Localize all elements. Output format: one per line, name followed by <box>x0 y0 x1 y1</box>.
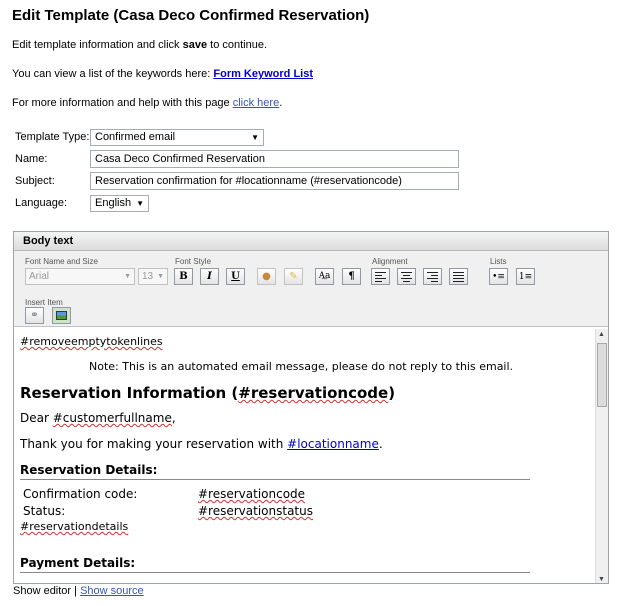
intro-after: to continue. <box>207 39 268 51</box>
body-text-editor <box>13 231 609 584</box>
help-after: . <box>279 97 283 109</box>
dear-prefix: Dear <box>20 411 53 425</box>
keywords-label: You can view a list of the keywords here: <box>12 68 214 80</box>
intro-text <box>12 39 267 51</box>
thanks-suffix: . <box>378 437 383 451</box>
status-value <box>198 504 313 518</box>
italic-button[interactable]: I <box>200 268 219 285</box>
heading-suffix: ) <box>388 384 396 402</box>
link-icon[interactable]: ⚭ <box>25 307 44 324</box>
highlight-icon[interactable]: ✎ <box>284 268 303 285</box>
chevron-down-icon: ▼ <box>124 273 131 280</box>
thanks-line <box>20 437 383 451</box>
font-size-value: 13 <box>142 271 154 282</box>
editor-scrollbar[interactable] <box>595 329 608 584</box>
reservation-info-heading <box>20 384 395 402</box>
insert-image-icon[interactable] <box>52 307 71 324</box>
lists-group-label: Lists <box>490 257 507 266</box>
editor-header: Body text <box>14 232 608 251</box>
help-label: For more information and help with this page <box>12 97 233 109</box>
editor-footer <box>13 585 144 597</box>
chevron-down-icon: ▼ <box>251 133 259 142</box>
remove-empty-token-line <box>20 335 163 348</box>
subject-label: Subject: <box>15 175 55 187</box>
help-text <box>12 97 282 109</box>
dear-line <box>20 411 176 425</box>
show-source-link[interactable]: Show source <box>80 585 144 597</box>
numbered-list-icon[interactable]: 1≡ <box>516 268 535 285</box>
alignment-group-label: Alignment <box>372 257 408 266</box>
remove-empty-token: #removeemptytokenlines <box>20 335 163 348</box>
confirmation-code-label: Confirmation code: <box>23 487 138 501</box>
style-group-label: Font Style <box>175 257 212 266</box>
editor-content[interactable] <box>14 329 596 584</box>
text-color-icon[interactable]: ● <box>257 268 276 285</box>
pilcrow-button[interactable]: ¶ <box>342 268 361 285</box>
intro-before: Edit template information and click <box>12 39 183 51</box>
conf-value-text: #reservationcode <box>198 487 306 501</box>
align-center-icon[interactable] <box>397 268 416 285</box>
underline-button[interactable]: U <box>226 268 245 285</box>
template-type-value: Confirmed email <box>95 131 176 143</box>
template-type-select[interactable] <box>90 129 264 146</box>
align-justify-icon[interactable] <box>449 268 468 285</box>
chevron-down-icon: ▼ <box>136 199 144 208</box>
scrollbar-thumb[interactable] <box>597 343 607 407</box>
intro-bold: save <box>182 39 208 51</box>
subject-input[interactable]: Reservation confirmation for #locationname (#reservationcode) <box>90 172 459 190</box>
chevron-down-icon: ▼ <box>157 273 164 280</box>
language-label: Language: <box>15 197 67 209</box>
confirmation-code-value <box>198 487 305 501</box>
click-here-link[interactable]: click here <box>232 97 280 109</box>
reservation-details-token <box>20 520 128 533</box>
payment-details-heading: Payment Details: <box>20 556 136 570</box>
font-case-icon[interactable]: A͟a <box>315 268 334 285</box>
form-keyword-list-link[interactable]: Form Keyword List <box>213 68 313 80</box>
reservation-details-heading: Reservation Details: <box>20 463 158 477</box>
align-right-icon[interactable] <box>423 268 442 285</box>
details-token-text: #reservationdetails <box>20 520 129 533</box>
dear-suffix: , <box>171 411 176 425</box>
page-title: Edit Template (Casa Deco Confirmed Reservation) <box>12 7 370 24</box>
keywords-text <box>12 68 313 80</box>
template-type-label: Template Type: <box>15 131 90 143</box>
status-label: Status: <box>23 504 66 518</box>
scroll-up-icon[interactable]: ▲ <box>598 331 605 338</box>
bulleted-list-icon[interactable]: •≡ <box>489 268 508 285</box>
insert-group-label: Insert Item <box>25 298 63 307</box>
language-value: English <box>95 197 132 209</box>
automated-note: Note: This is an automated email message, please do not reply to this email. <box>89 360 514 373</box>
font-name-value: Arial <box>29 271 50 282</box>
footer-separator: | <box>71 585 81 597</box>
heading-code: #reservationcode <box>238 384 389 402</box>
name-input[interactable]: Casa Deco Confirmed Reservation <box>90 150 459 168</box>
thanks-prefix: Thank you for making your reservation with <box>20 437 288 451</box>
scroll-down-icon[interactable]: ▼ <box>598 576 605 583</box>
align-left-icon[interactable] <box>371 268 390 285</box>
font-name-select[interactable] <box>25 268 135 285</box>
bold-button[interactable]: B <box>174 268 193 285</box>
details-divider <box>20 479 530 480</box>
payment-divider <box>20 572 530 573</box>
location-name-link[interactable]: #locationname <box>287 437 379 451</box>
name-label: Name: <box>15 153 48 165</box>
font-size-select[interactable] <box>138 268 168 285</box>
font-group-label: Font Name and Size <box>25 257 98 266</box>
show-editor-label: Show editor <box>13 585 72 597</box>
dear-name: #customerfullname <box>52 411 172 425</box>
editor-toolbar <box>14 251 608 327</box>
heading-prefix: Reservation Information ( <box>20 384 239 402</box>
status-value-text: #reservationstatus <box>198 504 313 518</box>
language-select[interactable] <box>90 195 149 212</box>
